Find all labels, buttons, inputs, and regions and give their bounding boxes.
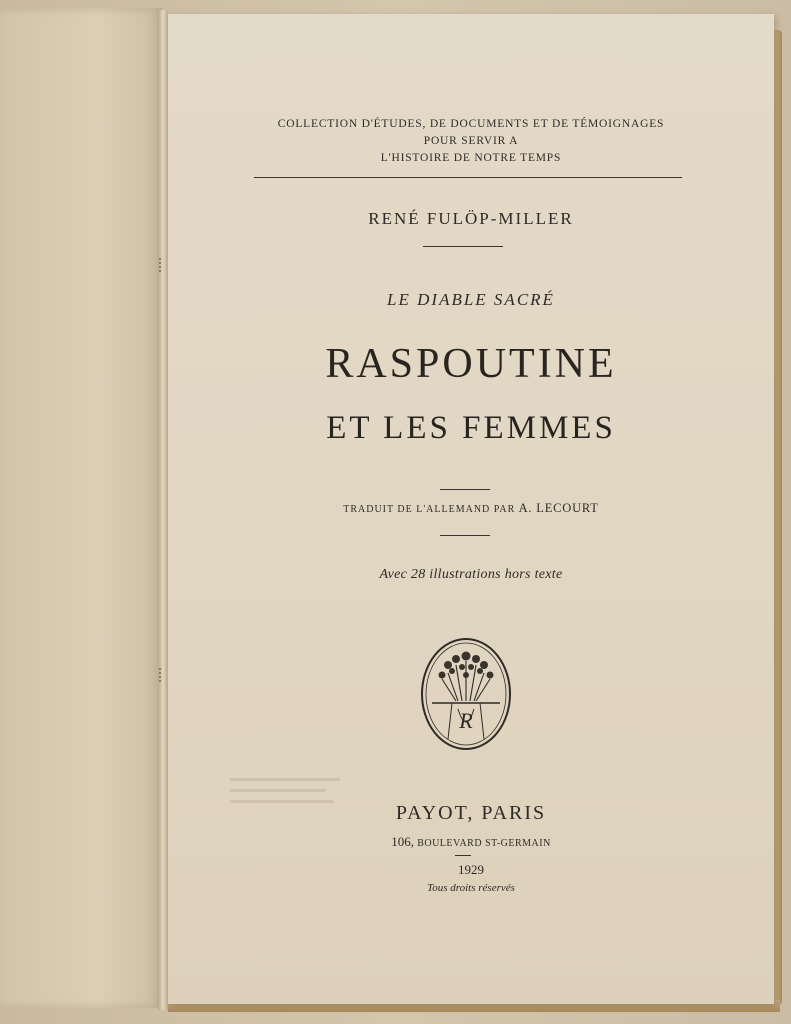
svg-text:R: R: [459, 708, 473, 733]
series-line-2: POUR SERVIR A: [423, 135, 519, 147]
publisher-address: [168, 834, 774, 850]
illustrations-note: Avec 28 illustrations hors texte: [379, 567, 563, 582]
binding-stitch: [159, 258, 167, 272]
translator-prefix: TRADUIT DE L'ALLEMAND PAR: [343, 504, 516, 515]
translator-credit: [168, 501, 774, 516]
publication-year: 1929: [458, 862, 484, 877]
series-line-3: L'HISTOIRE DE NOTRE TEMPS: [380, 152, 562, 164]
title-divider: [440, 489, 490, 490]
publisher-wheat-sheaf-emblem-icon: [418, 635, 514, 753]
author-name: RENÉ FULÖP-MILLER: [368, 209, 574, 228]
series-line-1: COLLECTION D'ÉTUDES, DE DOCUMENTS ET DE TÉMOIGNAGES: [277, 118, 665, 130]
translator-divider: [440, 535, 490, 536]
rights-notice: Tous droits réservés: [427, 882, 515, 894]
book-title-line-2: ET LES FEMMES: [326, 410, 616, 446]
address-number: 106,: [391, 834, 414, 849]
book-spine: [158, 10, 168, 1010]
address-street: BOULEVARD ST-GERMAIN: [417, 838, 551, 849]
translator-name: A. LECOURT: [518, 501, 599, 515]
binding-stitch: [159, 668, 167, 682]
book-title-line-1: RASPOUTINE: [325, 341, 617, 387]
publisher-name: PAYOT, PARIS: [395, 802, 547, 824]
author-divider: [423, 246, 503, 247]
series-heading: [168, 116, 774, 167]
header-divider: [254, 177, 682, 178]
left-page: [0, 8, 162, 1008]
year-divider: [455, 855, 471, 856]
book-subtitle: LE DIABLE SACRÉ: [387, 290, 555, 309]
